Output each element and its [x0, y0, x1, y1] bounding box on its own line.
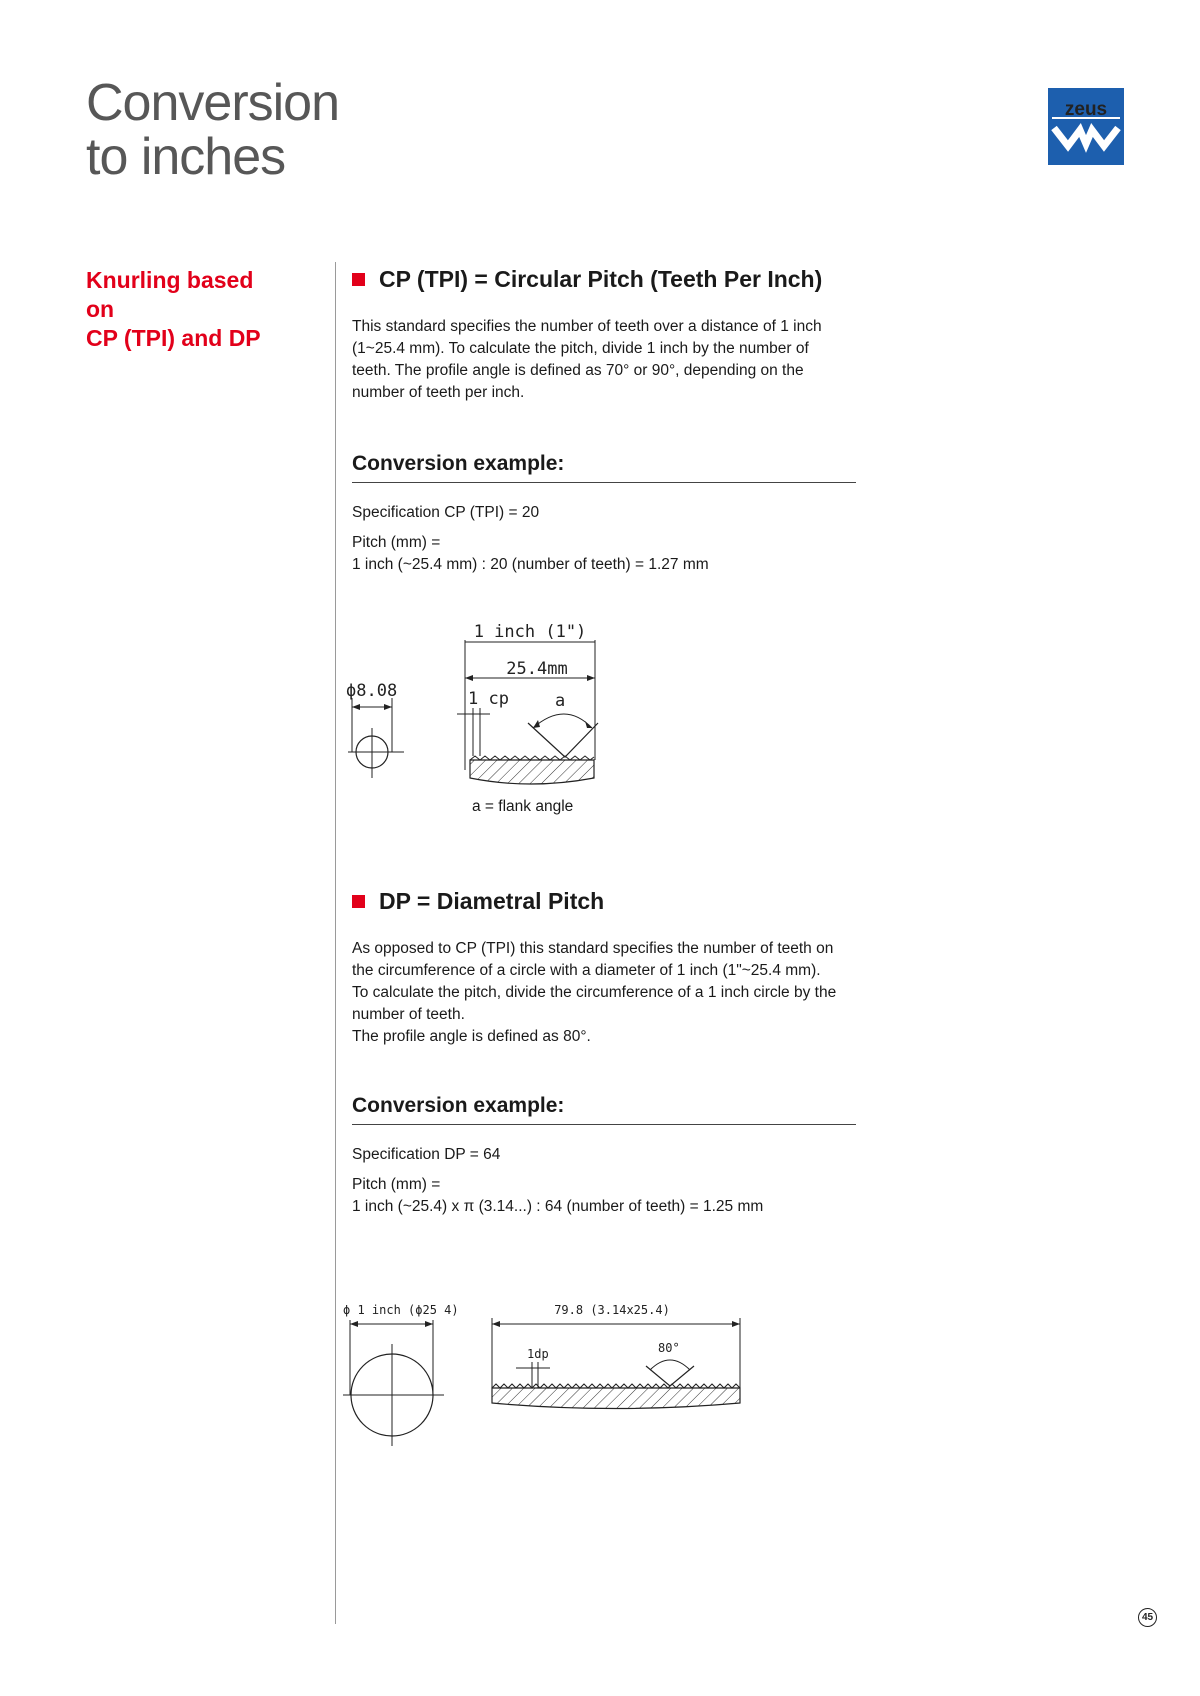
cp-diameter-label: ϕ8.08 — [346, 681, 398, 701]
column-divider — [335, 262, 336, 1624]
dp-pitch-dimension-label: 1dp — [527, 1347, 549, 1361]
cp-description-line: (1~25.4 mm). To calculate the pitch, divide 1 inch by the number of — [352, 340, 809, 357]
dp-knurl-diagram — [340, 1300, 760, 1450]
dp-description-line: number of teeth. — [352, 1006, 465, 1023]
sidebar-heading-line-2: CP (TPI) and DP — [86, 325, 261, 351]
cp-pitch-label: Pitch (mm) = — [352, 534, 441, 551]
square-bullet-icon — [352, 273, 365, 286]
cp-knurl-diagram — [330, 610, 630, 790]
dp-description-line: To calculate the pitch, divide the circumference of a 1 inch circle by the — [352, 984, 837, 1001]
page-number: 45 — [1138, 1608, 1157, 1627]
logo-wordmark: zeus — [1064, 99, 1108, 120]
dp-description-line: the circumference of a circle with a diameter of 1 inch (1"~25.4 mm). — [352, 962, 821, 979]
dp-pitch-label: Pitch (mm) = — [352, 1176, 441, 1193]
dp-pitch-formula: 1 inch (~25.4) x π (3.14...) : 64 (number of teeth) = 1.25 mm — [352, 1198, 764, 1215]
cp-pitch-formula: 1 inch (~25.4 mm) : 20 (number of teeth) = 1.27 mm — [352, 556, 709, 573]
cp-description-line: number of teeth per inch. — [352, 384, 525, 401]
sidebar-heading-line-1: Knurling based on — [86, 267, 254, 322]
cp-specification: Specification CP (TPI) = 20 — [352, 504, 540, 521]
cp-description — [352, 316, 862, 404]
cp-diameter-circle — [348, 698, 404, 778]
square-bullet-icon — [352, 895, 365, 908]
zeus-logo-icon — [1048, 88, 1124, 165]
cp-heading-text: CP (TPI) = Circular Pitch (Teeth Per Inch) — [379, 266, 823, 292]
dp-diameter-circle — [343, 1320, 444, 1446]
cp-description-line: This standard specifies the number of teeth over a distance of 1 inch — [352, 318, 822, 335]
dp-description — [352, 938, 862, 1048]
cp-inch-label: 1 inch (1") — [473, 622, 587, 642]
dp-length-label: 79.8 (3.14x25.4) — [554, 1303, 670, 1317]
cp-diagram-caption: a = flank angle — [472, 798, 574, 815]
dp-example-heading: Conversion example: — [352, 1094, 856, 1125]
dp-angle-label: 80° — [658, 1341, 680, 1355]
cp-description-line: teeth. The profile angle is defined as 70° or 90°, depending on the — [352, 362, 804, 379]
dp-diameter-label: ϕ 1 inch (ϕ25 4) — [343, 1303, 459, 1317]
cp-mm-label: 25.4mm — [506, 659, 568, 679]
page-title-line-2: to inches — [86, 128, 286, 186]
cp-angle-label: a — [555, 691, 566, 711]
dp-heading-text: DP = Diametral Pitch — [379, 888, 605, 914]
dp-description-line: The profile angle is defined as 80°. — [352, 1028, 591, 1045]
cp-example-heading: Conversion example: — [352, 452, 856, 483]
dp-specification: Specification DP = 64 — [352, 1146, 501, 1163]
dp-heading — [352, 888, 604, 915]
section-sidebar-heading — [86, 266, 286, 353]
dp-description-line: As opposed to CP (TPI) this standard specifies the number of teeth on — [352, 940, 834, 957]
cp-pitch-dimension-label: 1 cp — [468, 689, 509, 709]
cp-heading — [352, 266, 822, 293]
page-title — [86, 76, 339, 184]
page-title-line-1: Conversion — [86, 74, 340, 132]
